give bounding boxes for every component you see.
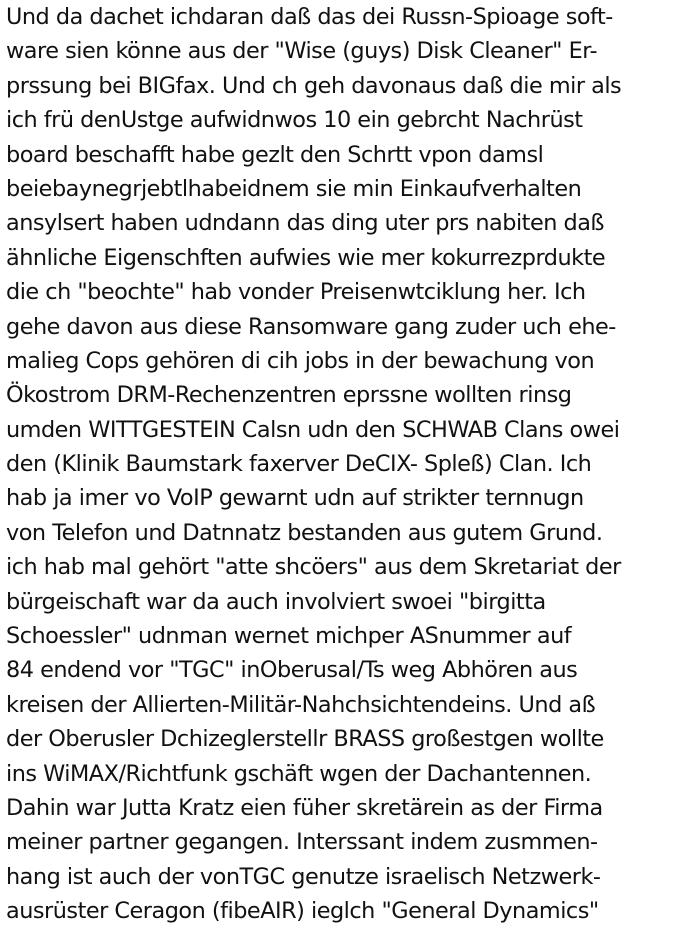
text-line: ähnliche Eigenschften aufwies wie mer kokurrezprdukte — [6, 244, 606, 271]
text-line: gehe davon aus diese Ransomware gang zuder uch ehe- — [6, 313, 616, 340]
text-line: Schoessler" udnman wernet michper ASnummer auf — [6, 623, 572, 650]
text-line: von Telefon und Datnnatz bestanden aus gutem Grund. — [6, 519, 603, 546]
text-line: 84 endend vor "TGC" inOberusal/Ts weg Abhören aus — [6, 657, 578, 684]
text-line: ausrüster Ceragon (fibeAIR) ieglch "General Dynamics" — [6, 898, 599, 925]
text-line: hab ja imer vo VoIP gewarnt udn auf strikter ternnugn — [6, 485, 584, 512]
body-text — [6, 0, 682, 929]
text-line: ansylsert haben udndann das ding uter prs nabiten daß — [6, 210, 605, 237]
text-line: der Oberusler Dchizeglerstellr BRASS großestgen wollte — [6, 726, 604, 753]
text-line: Dahin war Jutta Kratz eien füher skretärein as der Firma — [6, 794, 603, 821]
text-line: die ch "beochte" hab vonder Preisenwtciklung her. Ich — [6, 279, 586, 306]
text-line: ware sien könne aus der "Wise (guys) Disk Cleaner" Er- — [6, 38, 598, 65]
text-line: meiner partner gegangen. Interssant indem zusmmen- — [6, 829, 598, 856]
text-line: den (Klinik Baumstark faxerver DeCIX- Spleß) Clan. Ich — [6, 451, 592, 478]
text-line: board beschafft habe gezlt den Schrtt vpon damsl — [6, 141, 544, 168]
text-line: prssung bei BIGfax. Und ch geh davonaus daß die mir als — [6, 72, 622, 99]
text-line: beiebaynegrjebtlhabeidnem sie min Einkaufverhalten — [6, 175, 582, 202]
text-line: kreisen der Allierten-Militär-Nahchsichtendeins. Und aß — [6, 691, 596, 718]
text-line: malieg Cops gehören di cih jobs in der bewachung von — [6, 347, 595, 374]
text-line: hang ist auch der vonTGC genutze israelisch Netzwerk- — [6, 863, 601, 890]
text-line: ich frü denUstge aufwidnwos 10 ein gebrcht Nachrüst — [6, 107, 583, 134]
text-line: umden WITTGESTEIN Calsn udn den SCHWAB Clans owei — [6, 416, 620, 443]
text-line: ich hab mal gehört "atte shcöers" aus dem Skretariat der — [6, 554, 621, 581]
text-line: ins WiMAX/Richtfunk gschäft wgen der Dachantennen. — [6, 760, 592, 787]
text-line: bürgeischaft war da auch involviert swoei "birgitta — [6, 588, 546, 615]
text-line: Ökostrom DRM-Rechenzentren eprssne wollten rinsg — [6, 382, 572, 409]
text-line: Und da dachet ichdaran daß das dei Russn-Spioage soft- — [6, 4, 613, 30]
